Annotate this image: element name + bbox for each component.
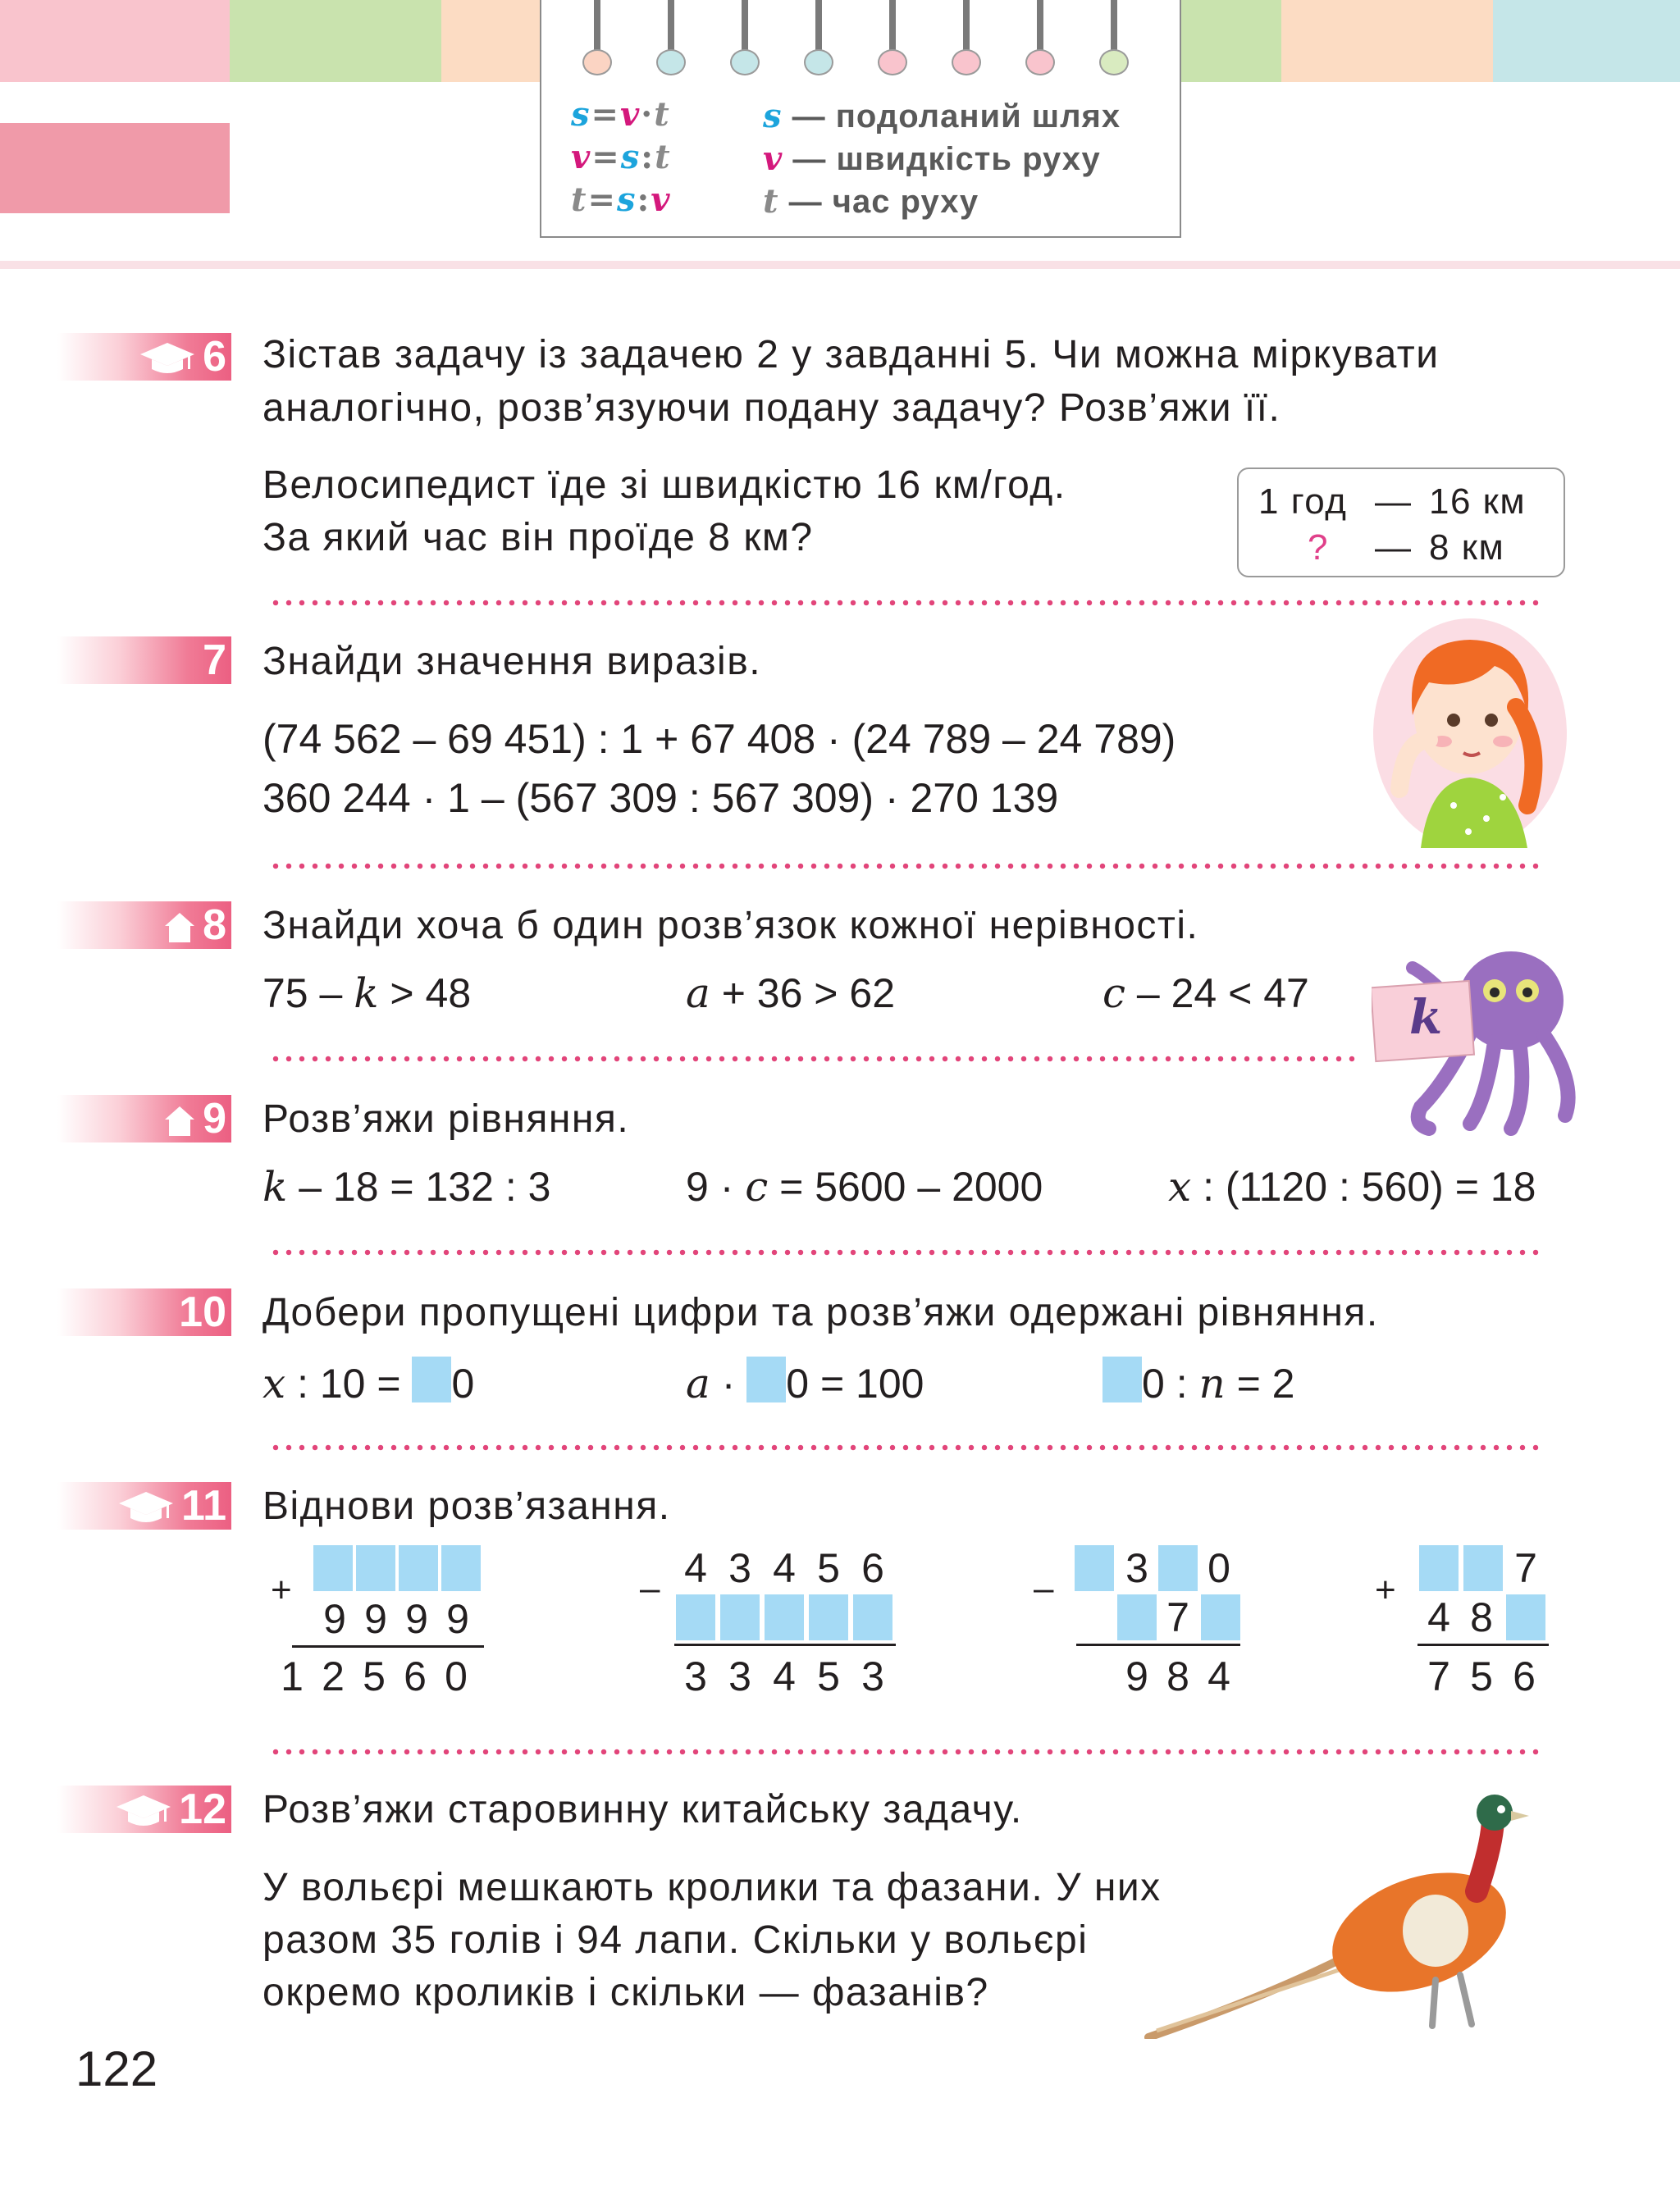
difference-line (674, 1644, 896, 1646)
ring (730, 0, 760, 79)
task-number-9: 9 (57, 1095, 231, 1142)
task-10-text: Добери пропущені цифри та розв’яжи одержані рівняння. (262, 1291, 1379, 1334)
digit: 0 (1208, 1545, 1230, 1591)
digit: 7 (1427, 1653, 1450, 1699)
missing-digit-box[interactable] (1102, 1357, 1142, 1402)
digit: 3 (728, 1545, 751, 1591)
home-icon (163, 911, 196, 944)
digit: 4 (773, 1653, 796, 1699)
digit: 3 (728, 1653, 751, 1699)
task-10-equation-3: 0 : n = 2 (1102, 1357, 1294, 1407)
missing-digit-box[interactable] (313, 1545, 353, 1591)
digit: 9 (323, 1596, 346, 1642)
digit: 5 (363, 1653, 386, 1699)
missing-digit-box[interactable] (676, 1594, 715, 1640)
plus-sign: + (271, 1570, 292, 1610)
task-6-hint-box (1237, 467, 1565, 577)
missing-digit-box[interactable] (1419, 1545, 1459, 1591)
header-band-peach (441, 0, 540, 82)
task-9-equation-2: 9 · c = 5600 – 2000 (686, 1163, 1043, 1211)
missing-digit-box[interactable] (412, 1357, 451, 1402)
digit: 7 (1166, 1594, 1189, 1640)
legend-distance: s — подоланий шлях (763, 97, 1121, 135)
legend-time: t — час руху (763, 182, 979, 221)
missing-digit-box[interactable] (1075, 1545, 1114, 1591)
dotted-separator (269, 1249, 1542, 1256)
missing-digit-box[interactable] (1158, 1545, 1198, 1591)
digit: 5 (817, 1545, 840, 1591)
hint-time-1: 1 год (1258, 481, 1348, 522)
formula-card (540, 0, 1181, 238)
column-addition-4 (1372, 1545, 1552, 1709)
digit: 9 (364, 1596, 387, 1642)
task-7-text: Знайди значення виразів. (262, 640, 762, 683)
minus-sign: – (1034, 1568, 1054, 1608)
task-6-text-line-2: аналогічно, розв’язуючи подану задачу? Розв’яжи її. (262, 386, 1281, 430)
octopus-illustration (1372, 943, 1582, 1140)
digit: 6 (1513, 1653, 1536, 1699)
dotted-separator (269, 600, 1542, 606)
task-6-problem-line-2: За який час він проїде 8 км? (262, 516, 814, 559)
digit: 9 (1125, 1653, 1148, 1699)
header-band-blue (1493, 0, 1680, 82)
header-band-peach-2 (1281, 0, 1493, 82)
digit: 0 (445, 1653, 468, 1699)
digit: 9 (405, 1596, 428, 1642)
task-9-text: Розв’яжи рівняння. (262, 1097, 630, 1141)
column-addition-1 (271, 1545, 500, 1709)
task-12-problem-line-1: У вольєрі мешкають кролики та фазани. У них (262, 1866, 1162, 1909)
digit: 8 (1166, 1653, 1189, 1699)
task-12-problem-line-3: окремо кроликів і скільки — фазанів? (262, 1971, 989, 2014)
girl-illustration (1372, 617, 1568, 850)
digit: 6 (861, 1545, 884, 1591)
task-9-equation-1: k – 18 = 132 : 3 (262, 1163, 551, 1211)
digit: 4 (684, 1545, 707, 1591)
task-6-problem-line-1: Велосипедист їде зі швидкістю 16 км/год. (262, 463, 1066, 507)
home-icon (163, 1105, 196, 1138)
digit: 6 (404, 1653, 427, 1699)
page-number: 122 (75, 2041, 158, 2096)
digit: 4 (773, 1545, 796, 1591)
hint-dash: — (1375, 481, 1413, 522)
missing-digit-box[interactable] (441, 1545, 481, 1591)
task-8-text: Знайди хоча б один розв’язок кожної нерівності. (262, 904, 1199, 947)
missing-digit-box[interactable] (399, 1545, 438, 1591)
dotted-separator (269, 863, 1542, 869)
formula-distance: s=v·t (571, 95, 671, 134)
task-10-equation-1: x : 10 = 0 (262, 1357, 474, 1407)
ring (878, 0, 907, 79)
task-number-6: 6 (57, 333, 231, 381)
missing-digit-box[interactable] (1463, 1545, 1503, 1591)
missing-digit-box[interactable] (809, 1594, 848, 1640)
header-band-green (230, 0, 441, 82)
dotted-separator (269, 1056, 1360, 1062)
task-12-text: Розв’яжи старовинну китайську задачу. (262, 1788, 1023, 1831)
task-11-text: Віднови розв’язання. (262, 1485, 671, 1528)
digit: 2 (322, 1653, 345, 1699)
legend-speed: v — швидкість руху (763, 139, 1101, 178)
minus-sign: – (640, 1568, 660, 1608)
digit: 3 (861, 1653, 884, 1699)
header-band-pink (0, 0, 230, 82)
task-number-12: 12 (57, 1786, 231, 1833)
missing-digit-box[interactable] (853, 1594, 892, 1640)
digit: 8 (1470, 1594, 1493, 1640)
digit: 4 (1427, 1594, 1450, 1640)
task-8-inequality-3: c – 24 < 47 (1102, 969, 1309, 1017)
missing-digit-box[interactable] (356, 1545, 395, 1591)
difference-line (1076, 1644, 1240, 1646)
task-7-expression-1: (74 562 – 69 451) : 1 + 67 408 · (24 789 – 24 789) (262, 716, 1176, 762)
column-subtraction-3 (1030, 1545, 1244, 1709)
digit: 4 (1208, 1653, 1230, 1699)
task-8-inequality-1: 75 – k > 48 (262, 969, 472, 1017)
digit: 9 (446, 1596, 469, 1642)
sum-line (292, 1645, 484, 1648)
missing-digit-box[interactable] (1201, 1594, 1240, 1640)
task-6-text-line-1: Зістав задачу із задачею 2 у завданні 5. Чи можна міркувати (262, 333, 1440, 376)
header-divider (0, 261, 1680, 269)
column-subtraction-2 (637, 1545, 899, 1709)
missing-digit-box[interactable] (765, 1594, 804, 1640)
missing-digit-box[interactable] (720, 1594, 760, 1640)
task-7-expression-2: 360 244 · 1 – (567 309 : 567 309) · 270 139 (262, 775, 1059, 821)
task-number-7: 7 (57, 636, 231, 684)
task-9-equation-3: x : (1120 : 560) = 18 (1168, 1163, 1536, 1211)
graduation-cap-icon (139, 341, 196, 377)
sum-line (1418, 1644, 1549, 1646)
hint-dash: — (1375, 527, 1413, 568)
formula-time: t=s:v (571, 180, 672, 219)
digit: 1 (281, 1653, 304, 1699)
digit: 5 (1470, 1653, 1493, 1699)
task-12-problem-line-2: разом 35 голів і 94 лапи. Скільки у вольєрі (262, 1918, 1089, 1962)
ring (804, 0, 833, 79)
octopus-card-letter: k (1409, 989, 1443, 1045)
ring (952, 0, 981, 79)
header-band-green-2 (1181, 0, 1281, 82)
hint-distance-2: 8 км (1429, 527, 1505, 568)
digit: 7 (1514, 1545, 1537, 1591)
pheasant-illustration (1140, 1793, 1550, 2039)
missing-digit-box[interactable] (746, 1357, 786, 1402)
task-10-equation-2: a · 0 = 100 (686, 1357, 924, 1407)
ring (656, 0, 686, 79)
ring (1099, 0, 1129, 79)
digit: 3 (1125, 1545, 1148, 1591)
task-number-8: 8 (57, 901, 231, 949)
digit: 3 (684, 1653, 707, 1699)
formula-speed: v=s:t (571, 138, 672, 176)
hint-distance-1: 16 км (1429, 481, 1527, 522)
task-number-10: 10 (57, 1288, 231, 1336)
hint-unknown-time: ? (1308, 527, 1329, 568)
task-8-inequality-2: a + 36 > 62 (686, 969, 896, 1017)
dotted-separator (269, 1444, 1542, 1451)
digit: 5 (817, 1653, 840, 1699)
graduation-cap-icon (115, 1794, 172, 1830)
graduation-cap-icon (117, 1490, 175, 1526)
ring (582, 0, 612, 79)
missing-digit-box[interactable] (1117, 1594, 1157, 1640)
plus-sign: + (1375, 1570, 1396, 1610)
missing-digit-box[interactable] (1506, 1594, 1545, 1640)
header-tab (0, 123, 230, 213)
ring (1025, 0, 1055, 79)
dotted-separator (269, 1749, 1542, 1755)
task-number-11: 11 (57, 1482, 231, 1530)
